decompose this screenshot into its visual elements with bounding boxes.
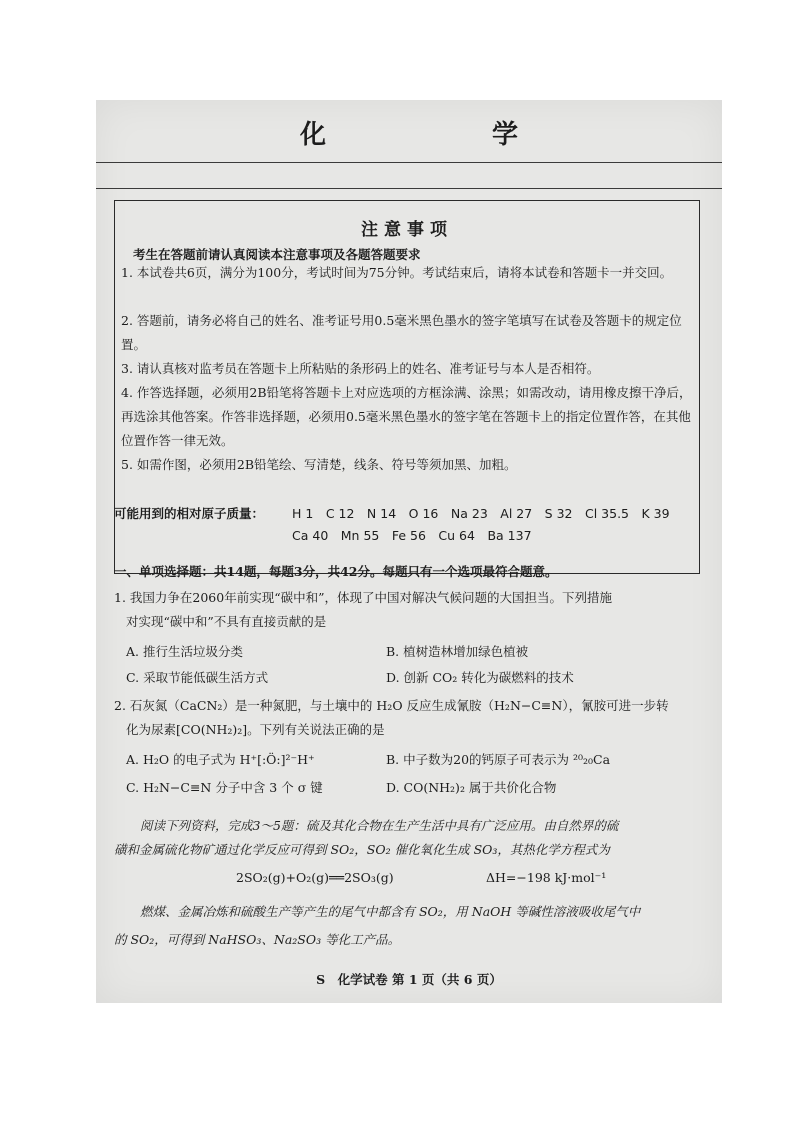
reading-line-4: 的 SO₂，可得到 NaHSO₃、Na₂SO₃ 等化工产品。 — [114, 932, 401, 947]
q2-option-c: C. H₂N−C≡N 分子中含 3 个 σ 键 — [126, 780, 323, 795]
q1-option-a: A. 推行生活垃圾分类 — [126, 644, 243, 659]
exam-page — [96, 100, 722, 1003]
notice-item-3: 3. 请认真核对监考员在答题卡上所粘贴的条形码上的姓名、准考证号与本人是否相符。 — [121, 361, 600, 376]
notice-item-1: 1. 本试卷共6页，满分为100分，考试时间为75分钟。考试结束后，请将本试卷和答题卡一并交回。 — [121, 265, 673, 280]
notice-intro: 考生在答题前请认真阅读本注意事项及各题答题要求 — [133, 247, 421, 262]
title-divider — [96, 162, 722, 163]
atomic-mass-line-1: H 1 C 12 N 14 O 16 Na 23 Al 27 S 32 Cl 35.5 K 39 — [292, 506, 670, 521]
notice-item-4: 4. 作答选择题，必须用2B铅笔将答题卡上对应选项的方框涂满、涂黑；如需改动，请用橡皮擦干净后，再选涂其他答案。作答非选择题，必须用0.5毫米黑色墨水的签字笔在答题卡上的指定位置作答，在其他位置作答一律无效。 — [121, 385, 692, 448]
q2-option-a: A. H₂O 的电子式为 H⁺[:Ö:]²⁻H⁺ — [126, 752, 315, 767]
q1-option-c: C. 采取节能低碳生活方式 — [126, 670, 269, 685]
reading-line-3: 燃煤、金属冶炼和硫酸生产等产生的尾气中都含有 SO₂，用 NaOH 等碱性溶液吸收尾气中 — [140, 904, 641, 919]
section-heading: 一、单项选择题：共14题，每题3分，共42分。每题只有一个选项最符合题意。 — [114, 564, 558, 579]
atomic-mass-label: 可能用到的相对原子质量： — [114, 506, 265, 521]
page-footer: S 化学试卷 第 1 页（共 6 页） — [316, 972, 502, 987]
q2-option-b: B. 中子数为20的钙原子可表示为 ²⁰₂₀Ca — [386, 752, 611, 767]
q1-stem-line-2: 对实现“碳中和”不具有直接贡献的是 — [126, 614, 327, 629]
page-title: 化 学 — [299, 120, 556, 150]
q1-stem-line-1: 1. 我国力争在2060年前实现“碳中和”，体现了中国对解决气候问题的大国担当。下列措施 — [114, 590, 612, 605]
enthalpy-change: ΔH=−198 kJ·mol⁻¹ — [486, 870, 607, 885]
q2-stem-line-1: 2. 石灰氮（CaCN₂）是一种氮肥，与土壤中的 H₂O 反应生成氰胺（H₂N−C≡N），氰胺可进一步转 — [114, 698, 669, 713]
q2-stem-line-2: 化为尿素[CO(NH₂)₂]。下列有关说法正确的是 — [126, 722, 385, 737]
reading-line-2: 磺和金属硫化物矿通过化学反应可得到 SO₂，SO₂ 催化氧化生成 SO₃，其热化学方程式为 — [114, 842, 610, 857]
reading-line-1: 阅读下列资料，完成3～5题：硫及其化合物在生产生活中具有广泛应用。由自然界的硫 — [140, 818, 619, 833]
q2-option-d: D. CO(NH₂)₂ 属于共价化合物 — [386, 780, 557, 795]
q1-option-d: D. 创新 CO₂ 转化为碳燃料的技术 — [386, 670, 574, 685]
header-divider — [96, 188, 722, 189]
thermochemical-equation: 2SO₂(g)+O₂(g)══2SO₃(g) — [236, 870, 394, 885]
atomic-mass-line-2: Ca 40 Mn 55 Fe 56 Cu 64 Ba 137 — [292, 528, 532, 543]
notice-title: 注意事项 — [361, 220, 453, 240]
q1-option-b: B. 植树造林增加绿色植被 — [386, 644, 529, 659]
notice-item-5: 5. 如需作图，必须用2B铅笔绘、写清楚，线条、符号等须加黑、加粗。 — [121, 457, 517, 472]
notice-item-2: 2. 答题前，请务必将自己的姓名、准考证号用0.5毫米黑色墨水的签字笔填写在试卷及答题卡的规定位置。 — [121, 313, 682, 352]
